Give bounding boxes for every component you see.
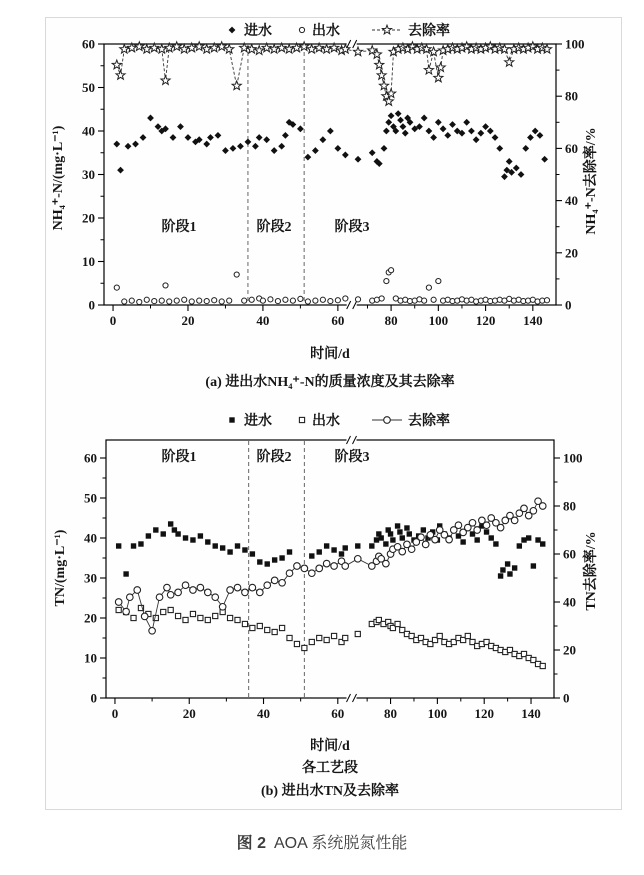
chart-a-ylabel-right: NH₄⁺-N去除率/%	[584, 127, 599, 235]
svg-text:0: 0	[563, 690, 570, 706]
svg-text:10: 10	[82, 254, 95, 269]
figure-title: AOA 系统脱氮性能	[274, 835, 408, 852]
svg-text:30: 30	[82, 167, 95, 182]
svg-text:120: 120	[475, 313, 496, 328]
chart-a-nh4n	[46, 18, 621, 408]
svg-text:60: 60	[565, 140, 578, 156]
legend-label-removal: 去除率	[408, 24, 450, 39]
svg-text:60: 60	[331, 706, 345, 721]
chart-b-plot-area	[84, 417, 583, 721]
chart-b-xlabel: 时间/d	[310, 739, 350, 754]
chart-b-tn	[46, 408, 621, 808]
svg-text:60: 60	[84, 450, 97, 466]
chart-a-stage2-label: 阶段2	[256, 220, 292, 235]
chart-a-xlabel: 时间/d	[310, 347, 350, 362]
svg-text:80: 80	[384, 706, 398, 721]
chart-b-stage2-label: 阶段2	[256, 450, 292, 465]
chart-a-ylabel-left: NH₄⁺-N/(mg·L⁻¹)	[51, 125, 66, 231]
svg-text:100: 100	[563, 450, 583, 466]
svg-text:60: 60	[331, 313, 345, 328]
chart-b-caption: (b) 进出水TN及去除率	[260, 784, 400, 799]
chart-b-ylabel-right: TN去除率/%	[584, 531, 599, 611]
svg-text:80: 80	[565, 88, 578, 104]
svg-text:100: 100	[428, 313, 449, 328]
svg-text:0: 0	[90, 690, 97, 706]
chart-a-caption: (a) 进出水NH₄⁺-N的质量浓度及其去除率	[205, 375, 455, 390]
chart-a-legend	[243, 22, 450, 39]
figure-panel	[45, 17, 622, 810]
svg-text:80: 80	[384, 313, 398, 328]
svg-text:40: 40	[257, 706, 271, 721]
svg-text:20: 20	[84, 610, 97, 626]
svg-text:30: 30	[84, 570, 97, 586]
svg-text:0: 0	[109, 313, 117, 328]
legend-label-influent: 进水	[244, 414, 272, 429]
figure-caption	[0, 830, 644, 853]
svg-text:20: 20	[565, 245, 578, 261]
svg-text:50: 50	[84, 490, 97, 506]
svg-text:100: 100	[427, 706, 448, 721]
svg-text:0: 0	[88, 297, 95, 313]
legend-label-effluent: 出水	[312, 24, 340, 39]
svg-text:20: 20	[82, 210, 95, 226]
svg-text:20: 20	[182, 706, 196, 721]
svg-text:60: 60	[82, 36, 95, 52]
svg-text:50: 50	[82, 80, 95, 95]
svg-text:0: 0	[111, 706, 119, 721]
legend-label-influent: 进水	[244, 24, 272, 39]
svg-text:20: 20	[563, 642, 576, 658]
svg-text:20: 20	[181, 313, 195, 328]
svg-text:40: 40	[563, 594, 576, 610]
chart-b-stage1-label: 阶段1	[161, 450, 197, 465]
svg-text:60: 60	[563, 546, 576, 562]
svg-text:140: 140	[523, 313, 543, 328]
svg-text:10: 10	[84, 650, 97, 666]
chart-a-stage1-label: 阶段1	[161, 220, 197, 235]
chart-b-ylabel-left: TN/(mg·L⁻¹)	[53, 529, 68, 607]
svg-text:40: 40	[84, 530, 97, 546]
svg-text:120: 120	[474, 706, 494, 721]
svg-text:0: 0	[565, 297, 572, 313]
chart-b-xlabel2: 各工艺段	[302, 761, 358, 776]
chart-b-stage3-label: 阶段3	[334, 450, 370, 465]
svg-text:40: 40	[82, 123, 95, 139]
legend-label-effluent: 出水	[312, 414, 340, 429]
svg-text:100: 100	[565, 36, 585, 52]
svg-text:40: 40	[256, 313, 270, 328]
svg-text:40: 40	[565, 193, 578, 209]
chart-a-stage3-label: 阶段3	[334, 220, 370, 235]
svg-text:140: 140	[521, 706, 541, 721]
svg-text:80: 80	[563, 498, 576, 514]
figure-number: 图 2	[236, 835, 266, 852]
chart-b-legend	[243, 412, 450, 429]
chart-a-plot-area	[82, 25, 585, 328]
legend-label-removal: 去除率	[408, 414, 450, 429]
